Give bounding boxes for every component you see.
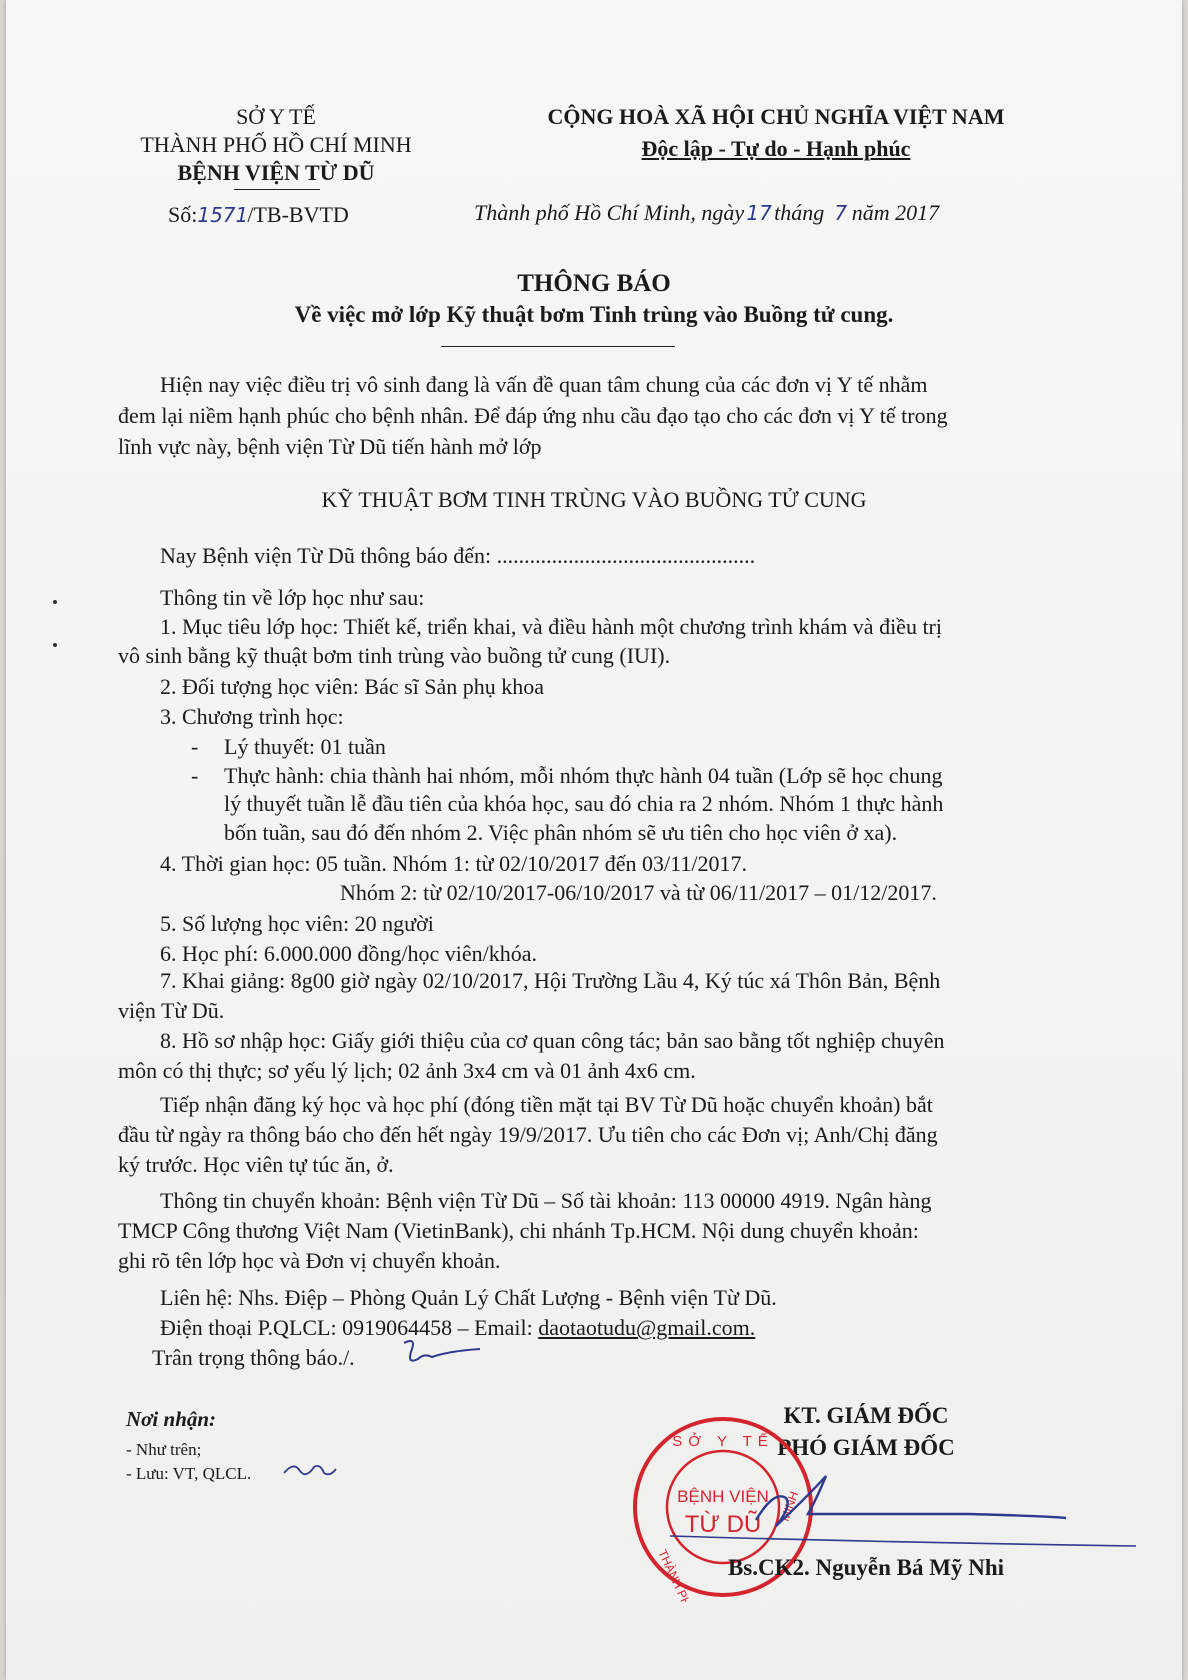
item-1-line-1: 1. Mục tiêu lớp học: Thiết kế, triển khai, và điều hành một chương trình khám và điều trị [160,614,942,639]
number-suffix: /TB-BVTD [247,202,349,227]
item-4-line-2: Nhóm 2: từ 02/10/2017-06/10/2017 và từ 06/11/2017 – 01/12/2017. [340,880,937,905]
seal-center-2: TỪ DŨ [684,1511,762,1538]
notice-subtitle: Về việc mở lớp Kỹ thuật bơm Tinh trùng vào Buồng tử cung. [294,302,894,327]
registration-line-2: đầu từ ngày ra thông báo cho đến hết ngày 19/9/2017. Ưu tiên cho các Đơn vị; Anh/Chị đăng [118,1122,938,1147]
recipient-2: - Lưu: VT, QLCL. [126,1464,252,1483]
recipient-1: - Như trên; [126,1440,202,1459]
item-3-practice-line-3: bốn tuần, sau đó đến nhóm 2. Việc phân nhóm sẽ ưu tiên cho học viên ở xa). [224,820,898,845]
info-heading: Thông tin về lớp học như sau: [160,585,425,610]
title-divider [441,346,675,347]
registration-line-1: Tiếp nhận đăng ký học và học phí (đóng tiền mặt tại BV Từ Dũ hoặc chuyển khoản) bắt [160,1092,933,1117]
number-handwritten: 1571 [197,203,249,227]
city-name: THÀNH PHỐ HỒ CHÍ MINH [140,132,412,157]
signature-stroke-icon [666,1470,1146,1560]
item-1-line-2: vô sinh bằng kỹ thuật bơm tinh trùng vào buồng tử cung (IUI). [118,643,671,668]
item-5: 5. Số lượng học viên: 20 người [160,911,434,936]
document-page [6,0,1182,1680]
date-month-label: tháng [774,200,825,225]
contact-line: Liên hệ: Nhs. Điệp – Phòng Quản Lý Chất Lượng - Bệnh viện Từ Dũ. [160,1285,777,1310]
item-3-theory: Lý thuyết: 01 tuần [224,734,386,759]
seal-ring-top: SỞ Y TẾ [672,1433,774,1450]
seal-center-1: BỆNH VIỆN [677,1487,769,1506]
signer-role-1: KT. GIÁM ĐỐC [783,1403,949,1428]
signer-role-2: PHÓ GIÁM ĐỐC [777,1435,955,1460]
dept-name: SỞ Y TẾ [236,104,316,129]
document-number [168,201,349,229]
nation-title: CỘNG HOÀ XÃ HỘI CHỦ NGHĨA VIỆT NAM [547,104,1005,129]
item-2: 2. Đối tượng học viên: Bác sĩ Sản phụ khoa [160,674,545,699]
email-link[interactable]: daotaotudu@gmail.com. [538,1315,756,1340]
phone-text: Điện thoại P.QLCL: 0919064458 – Email: [160,1315,539,1340]
margin-dot [53,643,57,647]
item-7-line-1: 7. Khai giảng: 8g00 giờ ngày 02/10/2017, Hội Trường Lầu 4, Ký túc xá Thôn Bản, Bệnh [160,968,941,993]
registration-line-3: ký trước. Học viên tự túc ăn, ở. [118,1152,394,1177]
notice-title: THÔNG BÁO [517,270,671,297]
date-year: năm 2017 [851,200,940,225]
item-3-dash-1: - [191,734,199,759]
intro-line-1: Hiện nay việc điều trị vô sinh đang là vấn đề quan tâm chung của các đơn vị Y tế nhằm [160,372,928,397]
item-3: 3. Chương trình học: [160,704,344,729]
date-place: Thành phố Hồ Chí Minh, ngày [474,200,745,225]
item-8-line-1: 8. Hồ sơ nhập học: Giấy giới thiệu của cơ quan công tác; bản sao bằng tốt nghiệp chuyên [160,1028,945,1053]
transfer-line-2: TMCP Công thương Việt Nam (VietinBank), chi nhánh Tp.HCM. Nội dung chuyển khoản: [118,1218,919,1243]
date-month: 7 [834,201,848,225]
closing-line: Trân trọng thông báo./. [152,1345,355,1370]
number-prefix: Số: [168,202,198,227]
hospital-underline [234,189,320,190]
intro-line-2: đem lại niềm hạnh phúc cho bệnh nhân. Để đáp ứng nhu cầu đạo tạo cho các đơn vị Y tế trong [118,403,948,428]
notify-recipients-line: Nay Bệnh viện Từ Dũ thông báo đến: ............................................... [160,543,756,568]
item-7-line-2: viện Từ Dũ. [118,998,225,1023]
item-3-practice-line-1: Thực hành: chia thành hai nhóm, mỗi nhóm thực hành 04 tuần (Lớp sẽ học chung [224,763,943,788]
date-line [474,199,939,227]
motto: Độc lập - Tự do - Hạnh phúc [641,136,911,161]
course-title: KỸ THUẬT BƠM TINH TRÙNG VÀO BUỒNG TỬ CUNG [321,487,867,512]
item-8-line-2: môn có thị thực; sơ yếu lý lịch; 02 ảnh 3x4 cm và 01 ảnh 4x6 cm. [118,1058,696,1083]
intro-line-3: lĩnh vực này, bệnh viện Từ Dũ tiến hành mở lớp [118,434,542,459]
margin-dot [53,600,57,604]
archive-initial-icon [280,1457,340,1485]
item-3-practice-line-2: lý thuyết tuần lễ đầu tiên của khóa học, sau đó chia ra 2 nhóm. Nhóm 1 thực hành [224,791,944,816]
transfer-line-3: ghi rõ tên lớp học và Đơn vị chuyển khoản. [118,1248,501,1273]
seal-ring-right: MINH [777,1489,802,1524]
date-day: 17 [746,201,772,225]
signer-name: Bs.CK2. Nguyễn Bá Mỹ Nhi [727,1555,1005,1580]
seal-ring-left: THÀNH PHỐ [655,1547,698,1602]
item-4-line-1: 4. Thời gian học: 05 tuần. Nhóm 1: từ 02/10/2017 đến 03/11/2017. [160,851,747,876]
item-3-dash-2: - [191,763,199,788]
recipients-title: Nơi nhận: [126,1407,217,1431]
item-6: 6. Học phí: 6.000.000 đồng/học viên/khóa. [160,941,538,966]
hospital-name: BỆNH VIỆN TỪ DŨ [177,160,375,185]
initial-mark-icon [394,1335,484,1375]
transfer-line-1: Thông tin chuyển khoản: Bệnh viện Từ Dũ – Số tài khoản: 113 00000 4919. Ngân hàng [160,1188,932,1213]
